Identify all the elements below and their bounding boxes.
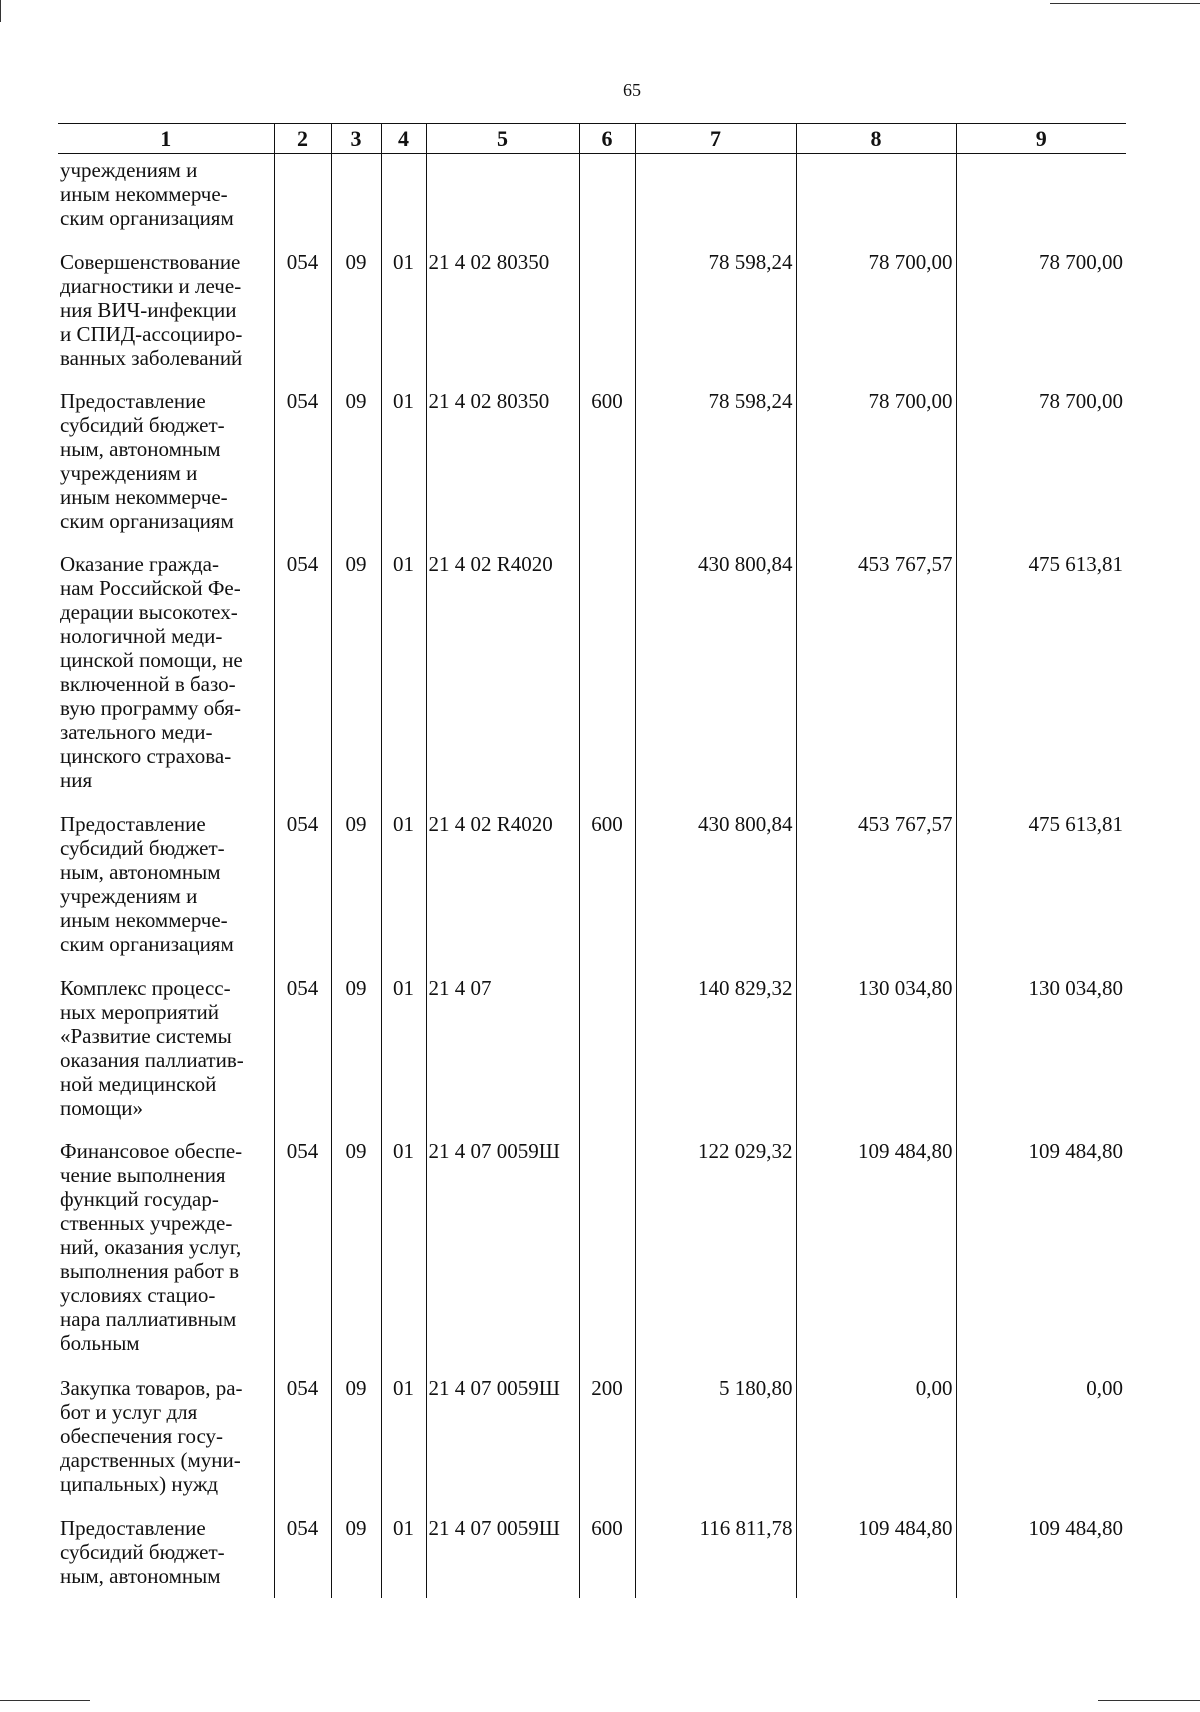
description-line: ственных учрежде- <box>60 1210 233 1235</box>
budget-table <box>58 123 1126 1598</box>
amount-year-3: 109 484,80 <box>956 1133 1126 1370</box>
section-code: 09 <box>331 244 381 383</box>
description-line: и СПИД-ассоцииро- <box>60 321 243 346</box>
subsection-code: 01 <box>381 1133 426 1370</box>
description-line: ным, автономным <box>60 436 221 461</box>
page-number: 65 <box>623 80 641 100</box>
row-description <box>58 546 274 806</box>
description-line: оказания паллиатив- <box>60 1047 244 1072</box>
expense-type-code <box>579 1133 635 1370</box>
table-row <box>58 154 1126 244</box>
amount-year-3: 109 484,80 <box>956 1510 1126 1598</box>
description-line: ния <box>60 767 93 792</box>
header-col-6: 6 <box>579 124 635 154</box>
ministry-code: 054 <box>274 546 331 806</box>
description-line: «Развитие системы <box>60 1023 232 1048</box>
description-line: вую программу обя- <box>60 695 241 720</box>
description-line: ванных заболеваний <box>60 345 243 370</box>
description-line: ским организациям <box>60 206 234 230</box>
description-line: Предоставление <box>60 388 206 413</box>
description-line: бот и услуг для <box>60 1399 198 1424</box>
description-line: функций государ- <box>60 1186 219 1211</box>
header-col-5: 5 <box>426 124 579 154</box>
description-line: диагностики и лече- <box>60 273 242 298</box>
table-row <box>58 244 1126 383</box>
description-line: ципальных) нужд <box>60 1471 219 1496</box>
subsection-code: 01 <box>381 546 426 806</box>
subsection-code: 01 <box>381 383 426 546</box>
header-col-2: 2 <box>274 124 331 154</box>
table-body <box>58 154 1126 1598</box>
amount-year-2: 109 484,80 <box>796 1510 956 1598</box>
expense-type-code: 200 <box>579 1370 635 1510</box>
description-line: учреждениям и <box>60 158 198 182</box>
table-header-row <box>58 124 1126 154</box>
expense-type-code: 600 <box>579 806 635 970</box>
description-line: ским организациям <box>60 931 234 956</box>
subsection-code <box>381 154 426 244</box>
target-article-code <box>426 154 579 244</box>
table-row <box>58 806 1126 970</box>
description-line: Комплекс процесс- <box>60 975 231 1000</box>
section-code: 09 <box>331 1370 381 1510</box>
amount-year-3 <box>956 154 1126 244</box>
section-code: 09 <box>331 1510 381 1598</box>
ministry-code: 054 <box>274 970 331 1133</box>
description-line: ским организациям <box>60 508 234 533</box>
subsection-code: 01 <box>381 1510 426 1598</box>
description-line: ной медицинской <box>60 1071 217 1096</box>
amount-year-2: 78 700,00 <box>796 383 956 546</box>
row-description <box>58 1370 274 1510</box>
amount-year-2: 453 767,57 <box>796 806 956 970</box>
description-line: обеспечения госу- <box>60 1423 224 1448</box>
description-line: цинского страхова- <box>60 743 232 768</box>
description-line: чение выполнения <box>60 1162 226 1187</box>
target-article-code: 21 4 02 80350 <box>426 244 579 383</box>
section-code <box>331 154 381 244</box>
description-line: дарственных (муни- <box>60 1447 241 1472</box>
description-line: Оказание гражда- <box>60 551 219 576</box>
amount-year-1 <box>635 154 796 244</box>
header-col-1: 1 <box>58 124 274 154</box>
target-article-code: 21 4 02 80350 <box>426 383 579 546</box>
amount-year-1: 78 598,24 <box>635 244 796 383</box>
target-article-code: 21 4 02 R4020 <box>426 806 579 970</box>
description-line: цинской помощи, не <box>60 647 243 672</box>
amount-year-2: 109 484,80 <box>796 1133 956 1370</box>
description-line: зательного меди- <box>60 719 213 744</box>
target-article-code: 21 4 02 R4020 <box>426 546 579 806</box>
scan-edge-bottom-right <box>1098 1700 1200 1701</box>
subsection-code: 01 <box>381 970 426 1133</box>
scan-edge-bottom-left <box>0 1700 90 1701</box>
subsection-code: 01 <box>381 244 426 383</box>
amount-year-3: 130 034,80 <box>956 970 1126 1133</box>
subsection-code: 01 <box>381 806 426 970</box>
ministry-code: 054 <box>274 806 331 970</box>
ministry-code: 054 <box>274 383 331 546</box>
amount-year-1: 140 829,32 <box>635 970 796 1133</box>
subsection-code: 01 <box>381 1370 426 1510</box>
amount-year-1: 122 029,32 <box>635 1133 796 1370</box>
ministry-code: 054 <box>274 244 331 383</box>
scan-edge-top-left <box>0 0 1 22</box>
description-line: субсидий бюджет- <box>60 412 225 437</box>
description-line: ных мероприятий <box>60 999 219 1024</box>
description-line: иным некоммерче- <box>60 484 228 509</box>
header-col-7: 7 <box>635 124 796 154</box>
row-description <box>58 806 274 970</box>
expense-type-code <box>579 154 635 244</box>
description-line: больным <box>60 1330 140 1355</box>
ministry-code <box>274 154 331 244</box>
section-code: 09 <box>331 970 381 1133</box>
amount-year-1: 116 811,78 <box>635 1510 796 1598</box>
target-article-code: 21 4 07 0059Ш <box>426 1510 579 1598</box>
row-description <box>58 1510 274 1598</box>
amount-year-3: 78 700,00 <box>956 244 1126 383</box>
table-row <box>58 1133 1126 1370</box>
section-code: 09 <box>331 383 381 546</box>
description-line: ным, автономным <box>60 1563 221 1588</box>
description-line: нам Российской Фе- <box>60 575 241 600</box>
table-row <box>58 546 1126 806</box>
row-description <box>58 154 274 244</box>
expense-type-code <box>579 970 635 1133</box>
header-col-4: 4 <box>381 124 426 154</box>
description-line: условиях стацио- <box>60 1282 216 1307</box>
description-line: субсидий бюджет- <box>60 835 225 860</box>
section-code: 09 <box>331 806 381 970</box>
description-line: Закупка товаров, ра- <box>60 1375 243 1400</box>
table-row <box>58 970 1126 1133</box>
amount-year-1: 430 800,84 <box>635 806 796 970</box>
target-article-code: 21 4 07 <box>426 970 579 1133</box>
expense-type-code <box>579 244 635 383</box>
description-line: Предоставление <box>60 811 206 836</box>
amount-year-2: 453 767,57 <box>796 546 956 806</box>
amount-year-1: 430 800,84 <box>635 546 796 806</box>
section-code: 09 <box>331 546 381 806</box>
description-line: выполнения работ в <box>60 1258 239 1283</box>
amount-year-2: 78 700,00 <box>796 244 956 383</box>
amount-year-2: 130 034,80 <box>796 970 956 1133</box>
header-col-8: 8 <box>796 124 956 154</box>
amount-year-3: 78 700,00 <box>956 383 1126 546</box>
description-line: учреждениям и <box>60 883 198 908</box>
row-description <box>58 383 274 546</box>
ministry-code: 054 <box>274 1370 331 1510</box>
amount-year-2: 0,00 <box>796 1370 956 1510</box>
description-line: субсидий бюджет- <box>60 1539 225 1564</box>
description-line: Предоставление <box>60 1515 206 1540</box>
description-line: ным, автономным <box>60 859 221 884</box>
description-line: иным некоммерче- <box>60 182 228 206</box>
target-article-code: 21 4 07 0059Ш <box>426 1370 579 1510</box>
description-line: ния ВИЧ-инфекции <box>60 297 237 322</box>
expense-type-code: 600 <box>579 1510 635 1598</box>
amount-year-3: 475 613,81 <box>956 806 1126 970</box>
header-col-3: 3 <box>331 124 381 154</box>
ministry-code: 054 <box>274 1510 331 1598</box>
row-description <box>58 970 274 1133</box>
description-line: Совершенствование <box>60 249 241 274</box>
amount-year-1: 5 180,80 <box>635 1370 796 1510</box>
scan-edge-top-right <box>1050 3 1200 4</box>
amount-year-1: 78 598,24 <box>635 383 796 546</box>
section-code: 09 <box>331 1133 381 1370</box>
amount-year-2 <box>796 154 956 244</box>
description-line: помощи» <box>60 1095 144 1120</box>
description-line: Финансовое обеспе- <box>60 1138 243 1163</box>
description-line: нара паллиативным <box>60 1306 237 1331</box>
row-description <box>58 244 274 383</box>
amount-year-3: 0,00 <box>956 1370 1126 1510</box>
description-line: включенной в базо- <box>60 671 236 696</box>
header-col-9: 9 <box>956 124 1126 154</box>
description-line: нологичной меди- <box>60 623 223 648</box>
expense-type-code: 600 <box>579 383 635 546</box>
table-row <box>58 1510 1126 1598</box>
description-line: иным некоммерче- <box>60 907 228 932</box>
amount-year-3: 475 613,81 <box>956 546 1126 806</box>
description-line: ний, оказания услуг, <box>60 1234 242 1259</box>
row-description <box>58 1133 274 1370</box>
ministry-code: 054 <box>274 1133 331 1370</box>
table-row <box>58 383 1126 546</box>
description-line: дерации высокотех- <box>60 599 238 624</box>
target-article-code: 21 4 07 0059Ш <box>426 1133 579 1370</box>
description-line: учреждениям и <box>60 460 198 485</box>
table-row <box>58 1370 1126 1510</box>
expense-type-code <box>579 546 635 806</box>
